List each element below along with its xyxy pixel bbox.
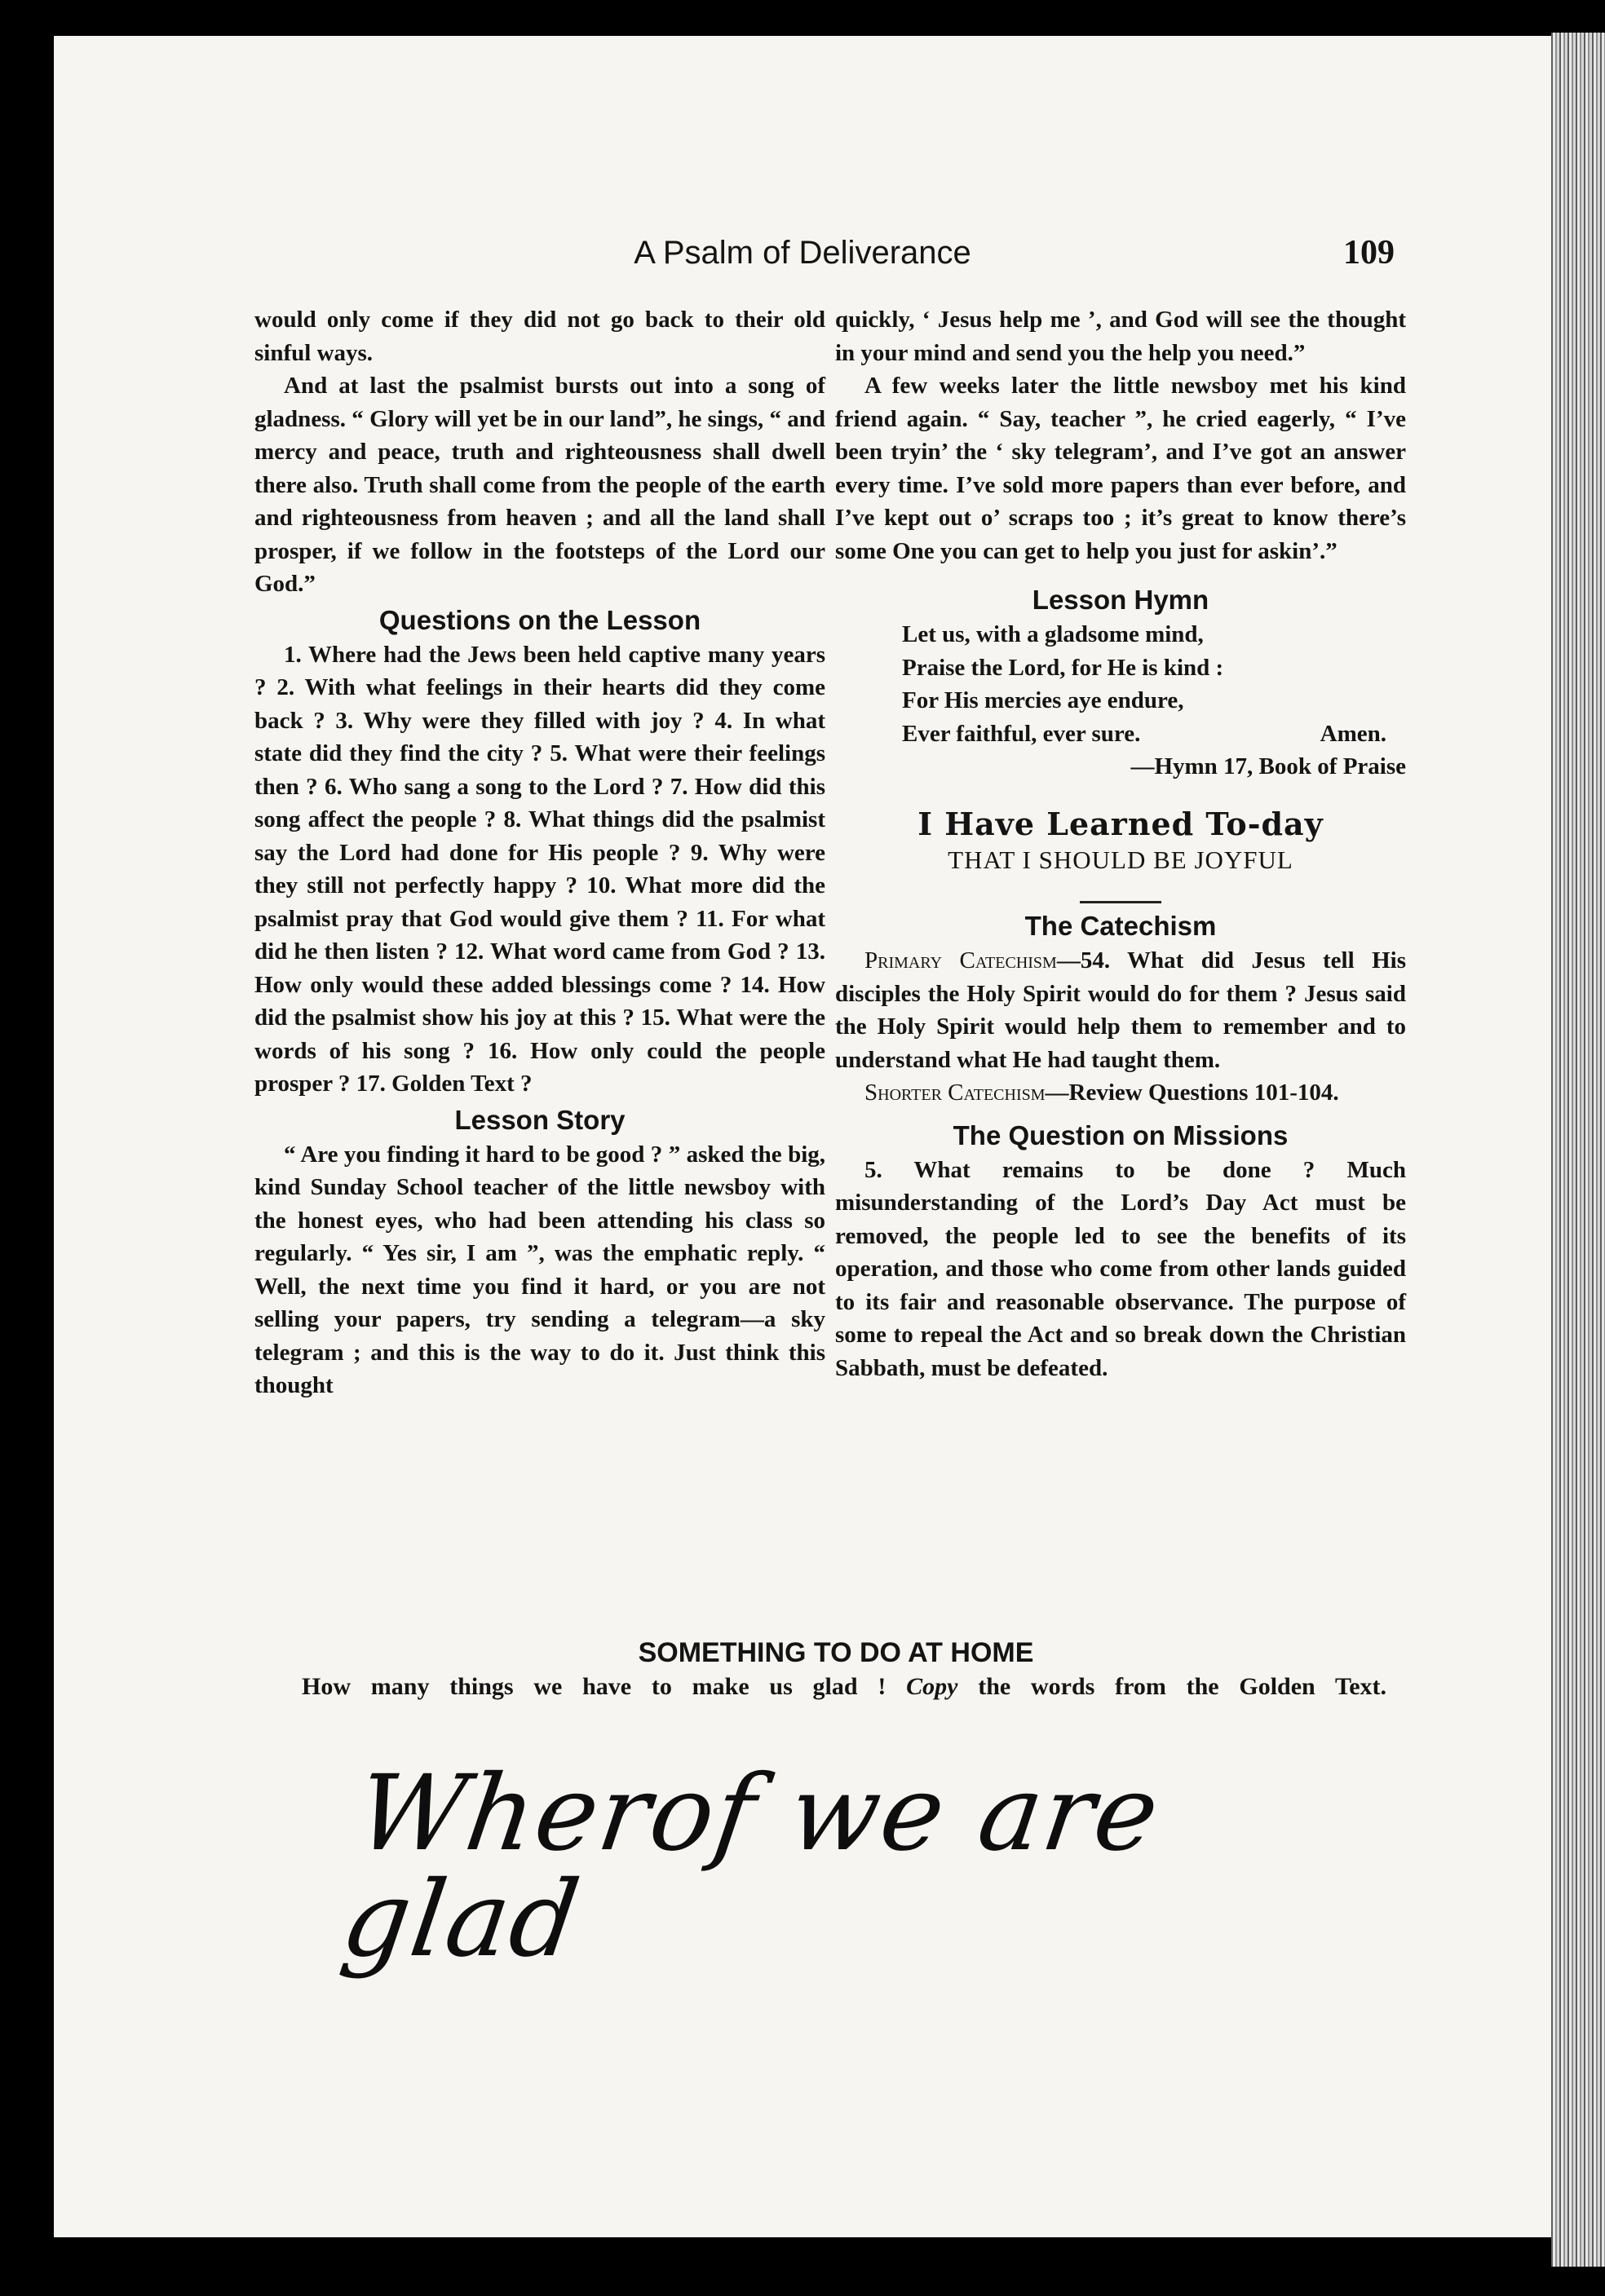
story-paragraph-2: A few weeks later the little newsboy met his kind friend again. “ Say, teacher ”, he cried eagerly, “ I’ve been tryin’ the ‘ sky telegram’, and I’ve got an answer every time. I’ve sold more papers than ever before, and I’ve kept out o’ scraps too ; it’s great to know there’s some One you can get to help you just for askin’.” [835, 373, 1406, 564]
home-activity-heading: SOMETHING TO DO AT HOME [638, 1637, 1034, 1668]
hymn-line: Praise the Lord, for He is kind : [902, 654, 1224, 681]
intro-paragraph-2: And at last the psalmist bursts out into a song of gladness. “ Glory will yet be in our land”, he sings, “ and mercy and peace, truth and righteousness shall dwell there also. Truth shall come from the people of the earth and righteousness from heaven ; and all the land shall prosper, if we follow in the footsteps of the Lord our God.” [254, 373, 825, 597]
hymn-amen: Amen. [1320, 720, 1386, 747]
hymn-heading: Lesson Hymn [1032, 585, 1209, 615]
catechism-heading: The Catechism [1024, 911, 1217, 941]
story-continued: quickly, ‘ Jesus help me ’, and God will see the thought in your mind and send you the help you need.” [835, 307, 1406, 366]
page-edge-stack [1551, 33, 1605, 2267]
hymn-verse [902, 618, 1406, 750]
intro-paragraph-1: would only come if they did not go back to their old sinful ways. [254, 307, 825, 366]
right-column [835, 303, 1406, 1384]
copy-word: Copy [906, 1673, 958, 1700]
copy-rest: the words from the Golden Text. [978, 1673, 1387, 1700]
missions-heading: The Question on Missions [953, 1119, 1289, 1150]
left-column [254, 303, 825, 1402]
questions-heading: Questions on the Lesson [378, 604, 701, 635]
primary-catechism [835, 944, 1406, 1076]
shorter-catechism-text: —Review Questions 101-104. [1045, 1080, 1339, 1106]
shorter-catechism [835, 1076, 1406, 1110]
primary-catechism-question: —54. What did Jesus tell His disciples the Holy Spirit would do for them ? [835, 947, 1406, 1007]
divider-rule [1080, 901, 1161, 903]
hymn-line: For His mercies aye endure, [902, 687, 1184, 713]
shorter-catechism-label: Shorter Catechism [864, 1080, 1046, 1106]
learned-heading: I Have Learned To-day [917, 805, 1324, 842]
learned-text: THAT I SHOULD BE JOYFUL [948, 845, 1293, 874]
home-activity-instruction [302, 1673, 1386, 1701]
handwritten-golden-text: Wherof we are glad [334, 1753, 1168, 1980]
hymn-source: —Hymn 17, Book of Praise [1130, 753, 1406, 779]
primary-catechism-answer: Jesus said the Holy Spirit would help them to remember and to understand what He had taught them. [835, 980, 1406, 1073]
primary-catechism-label: Primary Catechism [864, 947, 1057, 974]
hymn-line: Let us, with a gladsome mind, [902, 621, 1204, 647]
page-number: 109 [1343, 234, 1395, 272]
instruction-text: How many things we have to make us glad ! [302, 1673, 887, 1700]
hymn-line: Ever faithful, ever sure. [902, 720, 1141, 747]
story-text: “ Are you finding it hard to be good ? ” asked the big, kind Sunday School teacher of the little newsboy with the honest eyes, who had been attending his class so regularly. “ Yes sir, I am ”, was the emphatic reply. “ Well, the next time you find it hard, or you are not selling your papers, try sending a telegram—a sky telegram ; and this is the way to do it. Just think this thought [254, 1141, 825, 1398]
questions-text: 1. Where had the Jews been held captive many years ? 2. With what feelings in their hearts did they come back ? 3. Why were they filled with joy ? 4. In what state did they find the city ? 5. What were their feelings then ? 6. Who sang a song to the Lord ? 7. How did this song affect the people ? 8. What things did the psalmist say the Lord had done for His people ? 9. Why were they still not perfectly happy ? 10. What more did the psalmist pray that God would give them ? 11. For what did he then listen ? 12. What word came from God ? 13. How only would these added blessings come ? 14. How did the psalmist show his joy at this ? 15. What were the words of his song ? 16. How only could the people prosper ? 17. Golden Text ? [254, 641, 825, 1097]
running-title: A Psalm of Deliverance [634, 235, 971, 271]
story-heading: Lesson Story [454, 1104, 626, 1135]
missions-text: 5. What remains to be done ? Much misunderstanding of the Lord’s Day Act must be removed, the people led to see the benefits of its operation, and those who come from other lands guided to its fair and reasonable observance. The purpose of some to repeal the Act and so break down the Christian Sabbath, must be defeated. [835, 1156, 1406, 1381]
